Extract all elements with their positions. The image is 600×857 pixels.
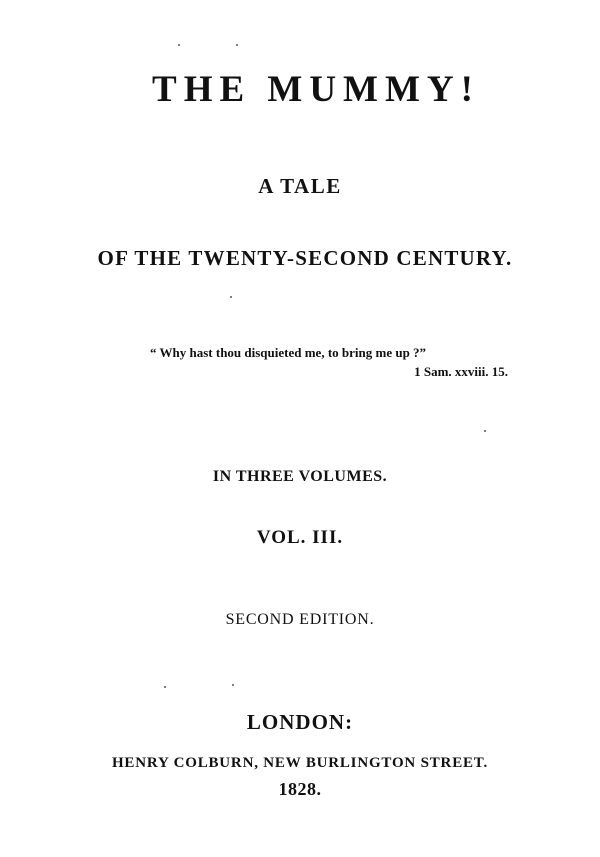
imprint-publisher: HENRY COLBURN, NEW BURLINGTON STREET.	[111, 755, 489, 771]
ink-speck	[230, 296, 232, 298]
ink-speck	[178, 44, 180, 46]
epigraph-quote: “ Why hast thou disquieted me, to bring me up ?”	[150, 345, 427, 360]
volumes-note: IN THREE VOLUMES.	[212, 468, 388, 485]
imprint-city: LONDON:	[246, 710, 354, 734]
edition: SECOND EDITION.	[225, 611, 375, 628]
imprint-year: 1828.	[278, 779, 322, 799]
ink-speck	[484, 430, 486, 432]
epigraph-source: 1 Sam. xxviii. 15.	[414, 364, 508, 379]
volume-number: VOL. III.	[256, 527, 344, 548]
book-title: THE MUMMY!	[152, 69, 480, 110]
epigraph	[150, 345, 520, 380]
subtitle: A TALE	[258, 174, 342, 198]
ink-speck	[164, 686, 166, 688]
ink-speck	[236, 44, 238, 46]
ink-speck	[232, 684, 234, 686]
subtitle-century: OF THE TWENTY-SECOND CENTURY.	[97, 246, 513, 270]
